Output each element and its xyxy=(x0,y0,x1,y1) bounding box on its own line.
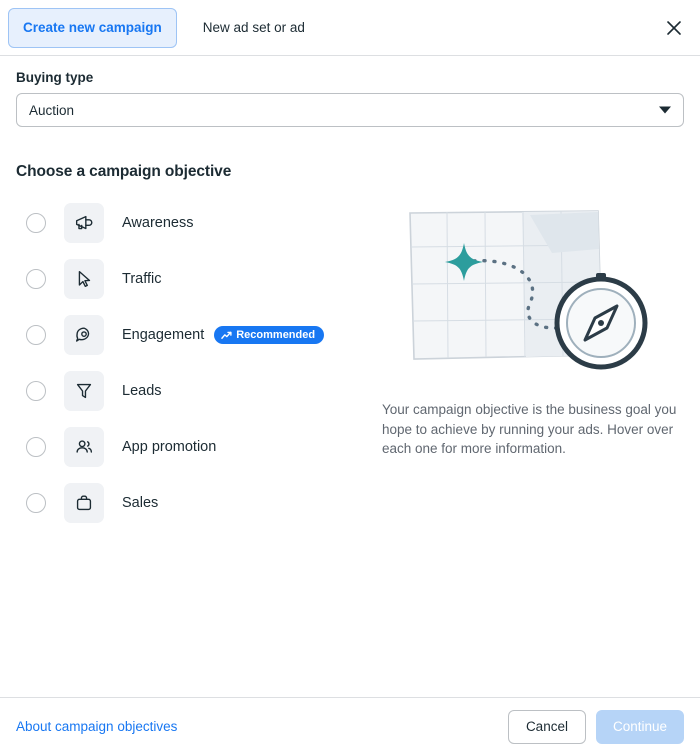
objective-radio-awareness[interactable] xyxy=(26,213,46,233)
objective-option-traffic[interactable] xyxy=(16,251,366,307)
continue-button-label: Continue xyxy=(612,719,667,734)
objective-radio-traffic[interactable] xyxy=(26,269,46,289)
dialog-footer xyxy=(0,697,700,755)
objective-option-sales[interactable] xyxy=(16,475,366,531)
objective-label: Engagement xyxy=(122,327,205,343)
cancel-button[interactable] xyxy=(508,710,586,744)
tab-create-new-campaign[interactable] xyxy=(8,8,177,48)
status-badge xyxy=(214,326,324,344)
continue-button[interactable] xyxy=(596,710,684,744)
objective-label: Awareness xyxy=(122,215,194,231)
objective-radio-engagement[interactable] xyxy=(26,325,46,345)
objective-radio-leads[interactable] xyxy=(26,381,46,401)
footer-buttons xyxy=(508,710,684,744)
objective-option-engagement[interactable] xyxy=(16,307,366,363)
about-campaign-objectives-link[interactable]: About campaign objectives xyxy=(16,719,178,734)
chevron-down-icon xyxy=(659,107,671,114)
status-badge-label: Recommended xyxy=(236,329,316,341)
objective-radio-sales[interactable] xyxy=(26,493,46,513)
buying-type-select[interactable] xyxy=(16,93,684,127)
objective-columns xyxy=(16,195,684,531)
cursor-icon xyxy=(64,259,104,299)
people-icon xyxy=(64,427,104,467)
tab-create-new-campaign-label: Create new campaign xyxy=(23,20,162,35)
trend-up-icon xyxy=(221,330,232,341)
objective-label: App promotion xyxy=(122,439,217,455)
objective-list xyxy=(16,195,366,531)
objective-label: Sales xyxy=(122,495,159,511)
objective-info-panel xyxy=(366,195,684,459)
buying-type-label: Buying type xyxy=(16,70,94,85)
buying-type-value: Auction xyxy=(29,102,75,118)
dialog-body xyxy=(0,56,700,531)
cancel-button-label: Cancel xyxy=(525,719,568,734)
objective-label: Leads xyxy=(122,383,162,399)
objective-option-leads[interactable] xyxy=(16,363,366,419)
objective-option-app-promotion[interactable] xyxy=(16,419,366,475)
close-icon[interactable] xyxy=(662,16,686,40)
map-compass-illustration xyxy=(402,207,662,382)
megaphone-icon xyxy=(64,203,104,243)
briefcase-icon xyxy=(64,483,104,523)
dialog-tabbar xyxy=(0,0,700,56)
objective-radio-app-promotion[interactable] xyxy=(26,437,46,457)
objective-label: Traffic xyxy=(122,271,162,287)
tab-new-ad-set-or-ad[interactable] xyxy=(189,8,319,48)
chat-bubble-icon xyxy=(64,315,104,355)
funnel-icon xyxy=(64,371,104,411)
page-title: Choose a campaign objective xyxy=(16,163,232,180)
objective-option-awareness[interactable] xyxy=(16,195,366,251)
tab-new-ad-set-or-ad-label: New ad set or ad xyxy=(202,20,305,35)
objective-helper-text: Your campaign objective is the business goal you hope to achieve by running your ads. Hover over each one for more information. xyxy=(382,402,677,457)
